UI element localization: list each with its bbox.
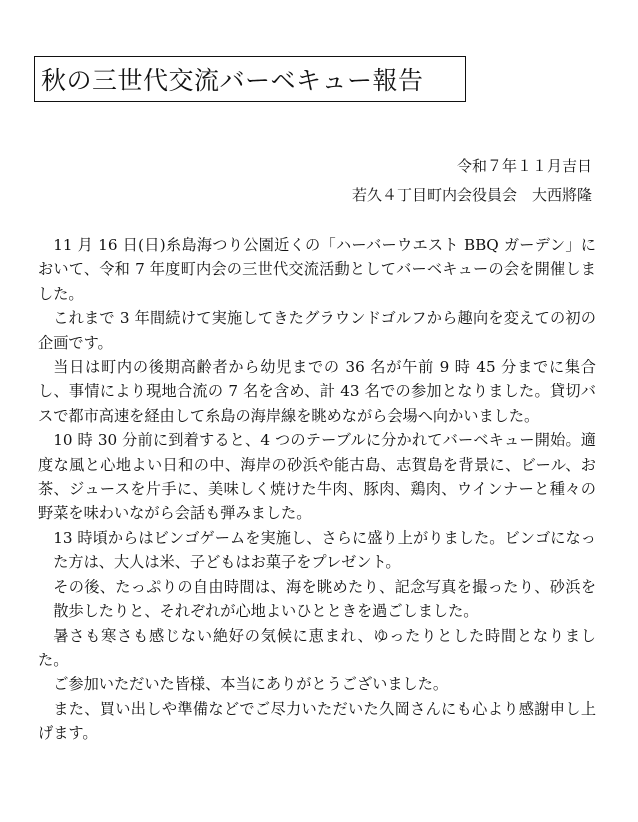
paragraph-7: 暑さも寒さも感じない絶好の気候に恵まれ、ゆったりとした時間となりました。 bbox=[38, 626, 596, 669]
paragraph-1: 11 月 16 日(日)糸島海つり公園近くの「ハーバーウエスト BBQ ガーデン」において、令和 7 年度町内会の三世代交流活動としてバーベキューの会を開催しました。 bbox=[38, 236, 596, 303]
paragraph-5: 13 時頃からはビンゴゲームを実施し、さらに盛り上がりました。ビンゴになった方は、大人は米、子どもはお菓子をプレゼント。 bbox=[53, 528, 596, 572]
report-date: 令和７年１１月吉日 bbox=[456, 157, 592, 175]
paragraph-9: また、買い出しや準備などでご尽力いただいた久岡さんにも心より感謝申し上げます。 bbox=[38, 699, 596, 743]
paragraph-2: これまで 3 年間続けて実施してきたグラウンドゴルフから趣向を変えての初の企画です。 bbox=[38, 309, 596, 352]
report-author: 若久４丁目町内会役員会 大西將隆 bbox=[351, 186, 592, 204]
header-meta bbox=[352, 152, 592, 210]
paragraph-4: 10 時 30 分前に到着すると、4 つのテーブルに分かれてバーベキュー開始。適度な風と心地よい日和の中、海岸の砂浜や能古島、志賀島を背景に、ビール、お茶、ジュースを片手に、美味しく焼けた牛肉、豚肉、鶏肉、ウインナーと種々の野菜を味わいながら会話も弾みました。 bbox=[38, 431, 596, 523]
report-title: 秋の三世代交流バーベキュー報告 bbox=[34, 56, 466, 102]
paragraph-8: ご参加いただいた皆様、本当にありがとうございました。 bbox=[53, 675, 449, 694]
paragraph-6: その後、たっぷりの自由時間は、海を眺めたり、記念写真を撮ったり、砂浜を散歩したりと、それぞれが心地よいひとときを過ごしました。 bbox=[53, 577, 596, 621]
paragraph-3: 当日は町内の後期高齢者から幼児までの 36 名が午前 9 時 45 分までに集合し、事情により現地合流の 7 名を含め、計 43 名での参加となりました。貸切バスで都市高速を経由して糸島の海岸線を眺めながら会場へ向かいました。 bbox=[38, 358, 596, 425]
report-body bbox=[38, 233, 596, 746]
